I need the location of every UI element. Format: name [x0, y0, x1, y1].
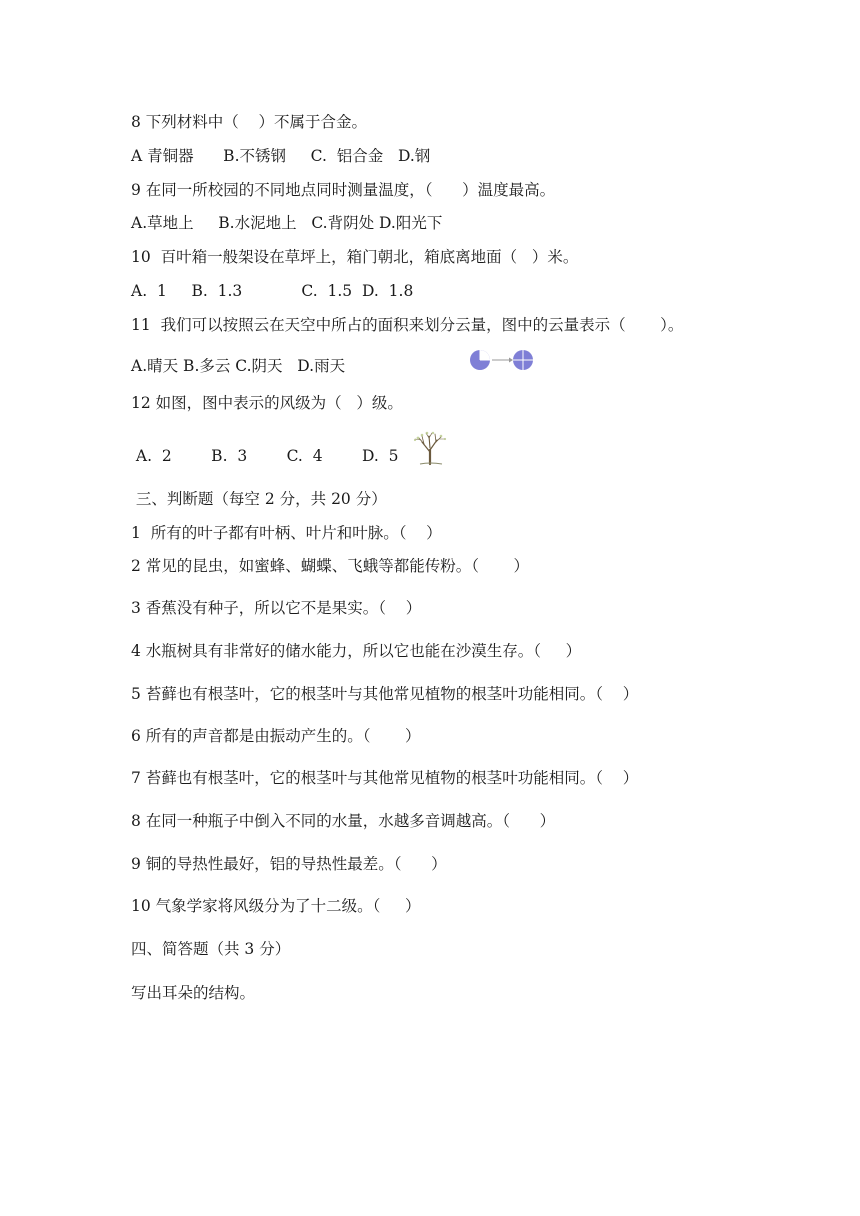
question-11-options: A.晴天 B.多云 C.阴天 D.雨天 — [131, 357, 346, 375]
tf-item-6: 6 所有的声音都是由振动产生的。（ ） — [131, 727, 421, 745]
cloud-cover-diagram-icon — [468, 348, 536, 372]
question-8-options: A 青铜器 B.不锈钢 C. 铝合金 D.钢 — [131, 147, 431, 165]
tf-item-1: 1 所有的叶子都有叶柄、叶片和叶脉。（ ） — [131, 524, 442, 542]
tf-item-5: 5 苔藓也有根茎叶，它的根茎叶与其他常见植物的根茎叶功能相同。（ ） — [131, 685, 639, 703]
tf-item-2: 2 常见的昆虫，如蜜蜂、蝴蝶、飞蛾等都能传粉。（ ） — [131, 557, 530, 575]
question-9-options: A.草地上 B.水泥地上 C.背阴处 D.阳光下 — [131, 214, 443, 232]
question-12: 12 如图，图中表示的风级为（ ）级。 — [131, 394, 403, 412]
tf-item-4: 4 水瓶树具有非常好的储水能力，所以它也能在沙漠生存。（ ） — [131, 642, 582, 660]
tf-item-8: 8 在同一种瓶子中倒入不同的水量，水越多音调越高。（ ） — [131, 812, 556, 830]
tf-item-9: 9 铜的导热性最好，铝的导热性最差。（ ） — [131, 855, 447, 873]
question-9: 9 在同一所校园的不同地点同时测量温度，（ ）温度最高。 — [131, 181, 556, 199]
question-12-options: A. 2 B. 3 C. 4 D. 5 — [131, 447, 399, 465]
question-10: 10 百叶箱一般架设在草坪上，箱门朝北，箱底离地面（ ）米。 — [131, 248, 579, 266]
sa-question: 写出耳朵的结构。 — [131, 984, 256, 1002]
tf-item-10: 10 气象学家将风级分为了十二级。（ ） — [131, 897, 421, 915]
tf-section-heading: 三、判断题（每空 2 分，共 20 分） — [131, 490, 387, 508]
question-11: 11 我们可以按照云在天空中所占的面积来划分云量，图中的云量表示（ ）。 — [131, 316, 684, 334]
question-10-options: A. 1 B. 1.3 C. 1.5 D. 1.8 — [131, 282, 414, 300]
question-8: 8 下列材料中（ ）不属于合金。 — [131, 113, 367, 131]
tf-item-7: 7 苔藓也有根茎叶，它的根茎叶与其他常见植物的根茎叶功能相同。（ ） — [131, 769, 639, 787]
sa-section-heading: 四、简答题（共 3 分） — [131, 940, 291, 958]
tree-wind-icon — [410, 430, 450, 466]
tf-item-3: 3 香蕉没有种子，所以它不是果实。（ ） — [131, 599, 422, 617]
